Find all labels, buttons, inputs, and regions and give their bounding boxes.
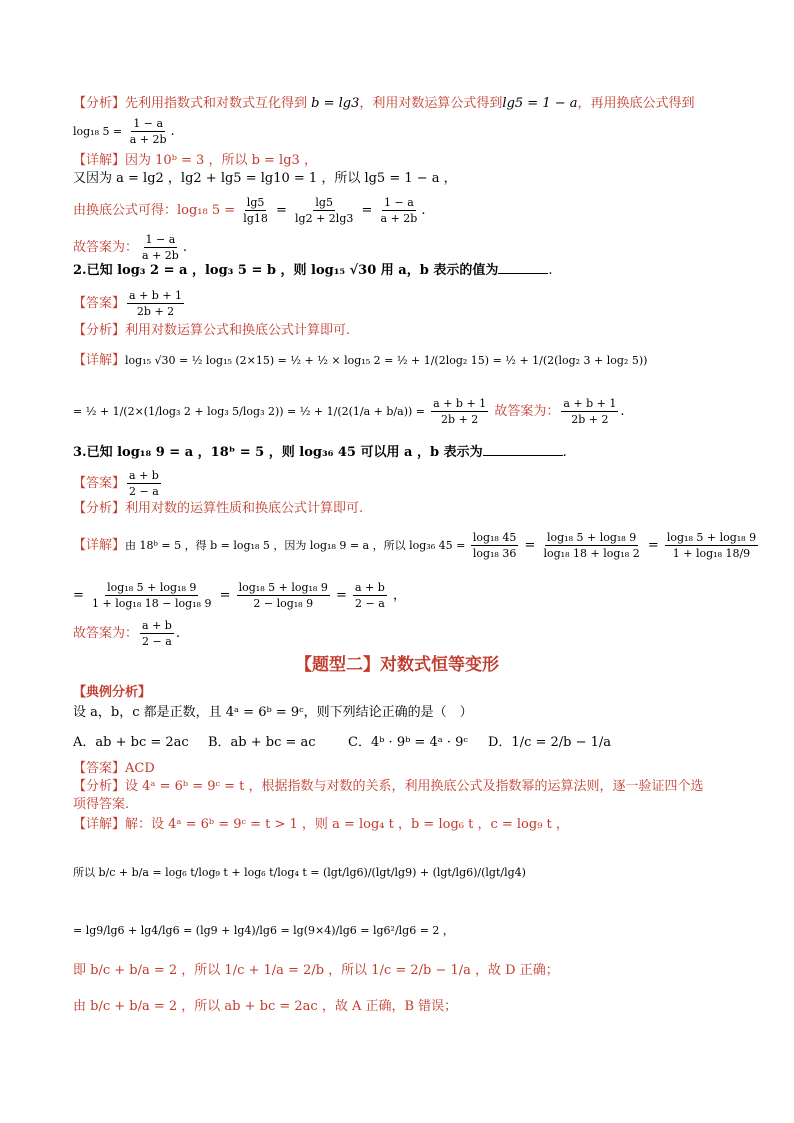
fraction-denominator: 2b + 2 — [571, 413, 609, 426]
q3-detail-1: 【详解】由 18ᵇ = 5 ，得 b = log₁₈ 5 ，因为 log₁₈ 9 = a ，所以 log₃₆ 45 = $\frac{\text{log₁₈ 45}}{\text{log₁₈ 36}}$ = $\frac{\text{log₁₈ 5 + log₁₈ 9}}{\text{log₁₈ 18 + log₁₈ 2}}$ = $\frac{\text{log₁₈ 5 + log₁₈ 9}}{\text{1 + log₁₈ 18/9}}$ — [73, 531, 757, 560]
fraction — [140, 232, 181, 263]
fraction-numerator: a + b — [142, 619, 172, 632]
fraction-numerator: log₁₈ 45 — [472, 531, 517, 544]
ex-detail-text-1: 解：设 4ᵃ = 6ᵇ = 9ᶜ = t > 1 ，则 a = log₄ t ，b = log₆ t ，c = log₉ t ， — [125, 817, 569, 832]
q2-analysis — [73, 322, 350, 340]
fraction — [241, 195, 270, 226]
fraction-numerator: lg5 — [246, 196, 265, 209]
p1-log-label: log₁₈ 5 = — [73, 125, 126, 138]
ex-detail-1 — [73, 816, 569, 834]
q2-detail-2: = ½ + 1/(2×(1/log₃ 2 + log₃ 5/log₃ 2)) = ½ + 1/(2(1/a + b/a)) = $\frac{a + b + 1}{2b + 2}$ 故答案为： $\frac{a + b + 1}{2b + 2}$ . — [73, 397, 625, 426]
section-title: 【题型二】对数式恒等变形 — [295, 655, 499, 675]
ex-analysis-2 — [73, 796, 129, 814]
q2-stem-text: 2.已知 log₃ 2 = a ，log₃ 5 = b ，则 log₁₅ √30 用 a，b 表示的值为 — [73, 263, 499, 278]
fraction-denominator: a + 2b — [129, 133, 167, 146]
ex-detail-5 — [73, 998, 457, 1016]
p1-detail-text: 因为 10ᵇ = 3 ，所以 b = lg3 ， — [125, 153, 317, 168]
fraction-denominator: 2 − a — [142, 635, 172, 648]
q2-detail-1 — [73, 352, 647, 370]
p1-line-3: 由换底公式可得：log₁₈ 5 = $\frac{\lg 5}{\lg 18}$ = $\frac{\lg 5}{\lg 2 + 2\lg 3}$ = $\frac{1 - a}{a + 2b}$ . — [73, 196, 426, 225]
fraction-denominator: a + 2b — [380, 212, 418, 225]
detail-tag: 【详解】 — [73, 153, 126, 168]
fraction — [127, 288, 184, 319]
ex-analysis-text-1: 设 4ᵃ = 6ᵇ = 9ᶜ = t ，根据指数与对数的关系，利用换底公式及指数幂的运算法则，逐一验证四个选 — [125, 779, 704, 794]
fraction-numerator: 1 − a — [384, 196, 414, 209]
answer-tag: 【答案】 — [73, 296, 126, 311]
fraction-denominator: 2 − log₁₈ 9 — [253, 597, 314, 610]
ex-detail-text-4: 即 b/c + b/a = 2 ，所以 1/c + 1/a = 2/b ，所以 1/c = 2/b − 1/a ，故 D 正确； — [73, 963, 559, 978]
fraction — [561, 396, 618, 427]
p1-analysis-text-c: ，利用对数运算公式得到 — [359, 96, 503, 111]
ex-answer-value: ACD — [125, 761, 155, 776]
detail-tag: 【详解】 — [73, 353, 126, 368]
answer-label: 故答案为： — [494, 404, 560, 419]
p1-analysis-line — [73, 95, 695, 113]
option-d: D．1/c = 2/b − 1/a — [488, 735, 612, 750]
analysis-tag: 【分析】 — [73, 323, 126, 338]
answer-blank — [498, 273, 548, 274]
fraction-denominator: a + 2b — [142, 249, 179, 262]
fraction — [665, 530, 758, 561]
q2-answer — [73, 288, 186, 319]
ex-stem: 设 a，b，c 都是正数，且 4ᵃ = 6ᵇ = 9ᶜ，则下列结论正确的是（ ） — [73, 705, 473, 720]
q3-analysis — [73, 500, 363, 518]
p1-analysis-b: b = lg3 — [311, 96, 360, 111]
ex-analysis-text-2: 项得答案. — [73, 797, 130, 812]
fraction-denominator: 1 + log₁₈ 18 − log₁₈ 9 — [92, 597, 212, 610]
example-tag-line — [73, 684, 151, 702]
p1-line-2: 又因为 a = lg2 ，lg2 + lg5 = lg10 = 1 ，所以 lg5 = 1 − a ， — [73, 171, 457, 186]
fraction — [140, 618, 174, 649]
fraction-denominator: 2b + 2 — [441, 413, 479, 426]
fraction — [90, 580, 213, 611]
fraction-denominator: log₁₈ 18 + log₁₈ 2 — [543, 547, 640, 560]
ex-detail-4 — [73, 962, 559, 980]
ex-detail-2 — [73, 864, 526, 882]
fraction-numerator: a + b + 1 — [563, 397, 617, 410]
fraction-numerator: log₁₈ 5 + log₁₈ 9 — [107, 581, 197, 594]
q3-stem: 3.已知 log₁₈ 9 = a ，18ᵇ = 5 ，则 log₃₆ 45 可以用 a ，b 表示为 . — [73, 445, 567, 460]
fraction-numerator: a + b + 1 — [433, 397, 487, 410]
ex-analysis-1 — [73, 778, 704, 796]
fraction-denominator: log₁₈ 36 — [472, 547, 517, 560]
fraction-numerator: a + b — [355, 581, 385, 594]
answer-label: 故答案为： — [73, 240, 139, 255]
fraction-denominator: lg18 — [243, 212, 268, 225]
option-a: A．ab + bc = 2ac — [73, 735, 189, 750]
q2-detail-formula-1: log₁₅ √30 = ½ log₁₅ (2×15) = ½ + ½ × log₁₅ 2 = ½ + 1/(2log₂ 15) = ½ + 1/(2(log₂ 3 + log₂ 5)) — [125, 354, 648, 367]
fraction-denominator: 1 + log₁₈ 18/9 — [672, 547, 751, 560]
answer-blank — [483, 455, 563, 456]
option-c: C．4ᵇ · 9ᵇ = 4ᵃ · 9ᶜ — [348, 735, 468, 750]
fraction — [237, 580, 330, 611]
detail-tag: 【详解】 — [73, 538, 126, 553]
answer-tag: 【答案】 — [73, 761, 126, 776]
example-tag: 【典例分析】 — [73, 685, 152, 700]
q3-analysis-text: 利用对数的运算性质和换底公式计算即可. — [125, 501, 364, 516]
ex-answer — [73, 760, 155, 778]
p1-analysis-text-a: 先利用指数式和对数式互化得到 — [125, 96, 308, 111]
p1-detail-line — [73, 152, 317, 170]
analysis-tag: 【分析】 — [73, 96, 126, 111]
q2-detail-formula-2: = ½ + 1/(2×(1/log₃ 2 + log₃ 5/log₃ 2)) = ½ + 1/(2(1/a + b/a)) = — [73, 405, 425, 418]
q2-stem: 2.已知 log₃ 2 = a ，log₃ 5 = b ，则 log₁₅ √30 用 a，b 表示的值为 . — [73, 263, 553, 278]
q3-detail-2: = $\frac{\text{log₁₈ 5 + log₁₈ 9}}{\text{1 + log₁₈ 18 − log₁₈ 9}}$ = $\frac{\text{log₁₈ 5 + log₁₈ 9}}{\text{2 − log₁₈ 9}}$ = $\frac{a + b}{2 - a}$ ， — [73, 581, 406, 610]
fraction-numerator: log₁₈ 5 + log₁₈ 9 — [238, 581, 328, 594]
fraction-numerator: log₁₈ 5 + log₁₈ 9 — [666, 531, 757, 544]
ex-detail-formula-3: = lg9/lg6 + lg4/lg6 = (lg9 + lg4)/lg6 = lg(9×4)/lg6 = lg6²/lg6 = 2 ， — [73, 924, 454, 937]
p1-answer-line: 故答案为： $\frac{1 - a}{a + 2b}$ . — [73, 233, 187, 262]
fraction-numerator: a + b — [129, 469, 159, 482]
answer-tag: 【答案】 — [73, 476, 126, 491]
fraction-denominator: 2 − a — [129, 485, 159, 498]
detail-tag: 【详解】 — [73, 817, 126, 832]
q3-answer-line: 故答案为： $\frac{a + b}{2 - a}$ . — [73, 619, 180, 648]
option-b: B．ab + bc = ac — [208, 735, 316, 750]
fraction — [379, 195, 420, 226]
fraction-denominator: 2b + 2 — [136, 305, 175, 318]
analysis-tag: 【分析】 — [73, 779, 126, 794]
fraction — [353, 580, 387, 611]
ex-detail-formula-2: 所以 b/c + b/a = log₆ t/log₉ t + log₆ t/log₄ t = (lgt/lg6)/(lgt/lg9) + (lgt/lg6)/(lgt/lg4) — [73, 866, 526, 879]
ex-detail-3 — [73, 922, 454, 940]
fraction — [471, 530, 519, 561]
q3-stem-text: 3.已知 log₁₈ 9 = a ，18ᵇ = 5 ，则 log₃₆ 45 可以用 a ，b 表示为 — [73, 445, 483, 460]
fraction-numerator: lg5 — [315, 196, 333, 209]
p1-analysis-d: lg5 = 1 − a — [502, 96, 578, 111]
fraction-denominator: lg2 + 2lg3 — [295, 212, 354, 225]
analysis-tag: 【分析】 — [73, 501, 126, 516]
q3-answer — [73, 468, 163, 499]
q2-analysis-text: 利用对数运算公式和换底公式计算即可. — [125, 323, 351, 338]
fraction-denominator: 2 − a — [355, 597, 385, 610]
ex-options — [73, 734, 611, 752]
fraction-numerator: a + b + 1 — [129, 289, 183, 302]
p1-analysis-formula: log₁₈ 5 = $\frac{1 - a}{a + 2b}$ . — [73, 117, 175, 146]
fraction — [293, 195, 355, 226]
p1-line3-text: 由换底公式可得：log₁₈ 5 = — [73, 203, 240, 218]
fraction — [542, 530, 642, 561]
q3-detail-text: 由 18ᵇ = 5 ，得 b = log₁₈ 5 ，因为 log₁₈ 9 = a ，所以 log₃₆ 45 = — [125, 539, 469, 552]
fraction-numerator: 1 − a — [145, 233, 176, 246]
ex-detail-text-5: 由 b/c + b/a = 2 ，所以 ab + bc = 2ac ，故 A 正确，B 错误； — [73, 999, 458, 1014]
fraction-numerator: 1 − a — [133, 117, 164, 130]
fraction-numerator: log₁₈ 5 + log₁₈ 9 — [547, 531, 637, 544]
fraction — [127, 468, 161, 499]
p1-analysis-text-e: ，再用换底公式得到 — [577, 96, 695, 111]
p1-fraction — [128, 116, 169, 147]
fraction — [431, 396, 488, 427]
answer-label: 故答案为： — [73, 626, 139, 641]
